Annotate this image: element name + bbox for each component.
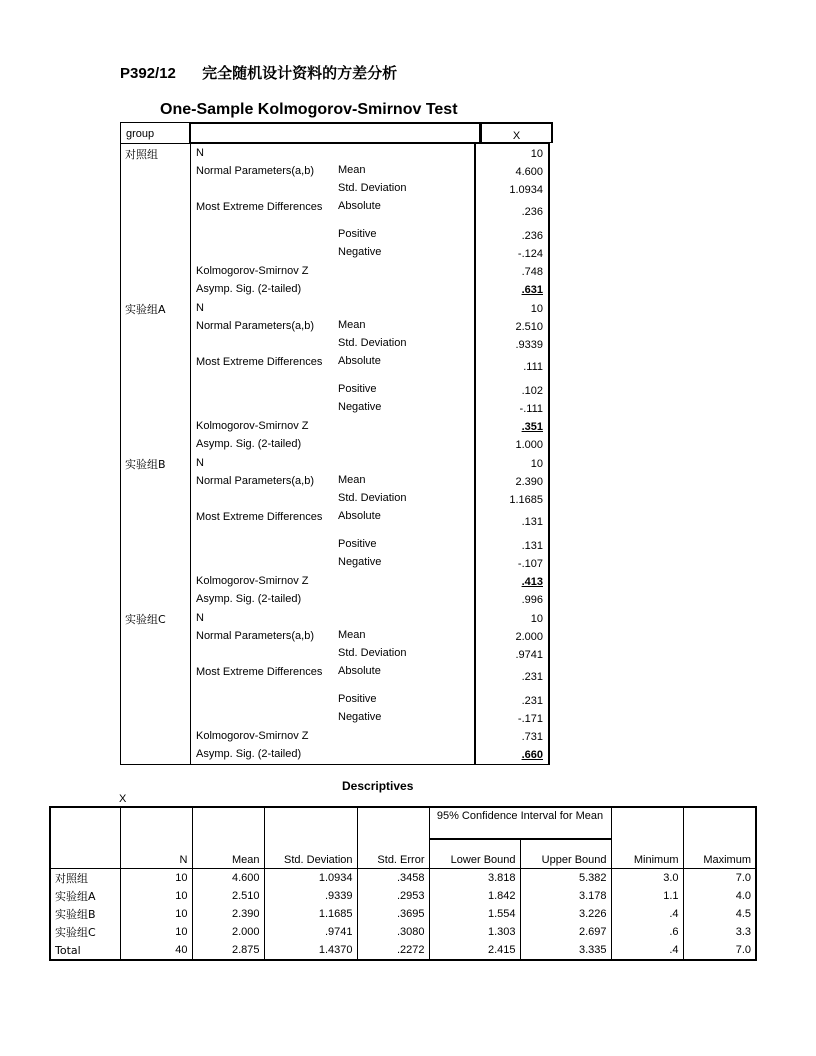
ks-stat-label: Asymp. Sig. (2-tailed)	[196, 283, 302, 295]
desc-cell: .6	[611, 923, 683, 941]
ks-test-title: One-Sample Kolmogorov-Smirnov Test	[160, 101, 458, 118]
desc-cell: .2272	[357, 941, 429, 960]
desc-cell: 7.0	[683, 869, 756, 888]
desc-cell: 3.178	[520, 887, 611, 905]
ks-row	[121, 556, 549, 574]
desc-col-max: Maximum	[683, 807, 756, 869]
ks-row	[121, 228, 549, 246]
ks-row	[121, 164, 549, 182]
ks-value: .660	[521, 749, 543, 761]
ks-value: 1.000	[515, 439, 543, 451]
desc-cell: 3.226	[520, 905, 611, 923]
ks-row	[121, 337, 549, 355]
desc-cell: .2953	[357, 887, 429, 905]
ks-value: .9741	[515, 649, 543, 661]
table-row	[50, 941, 756, 960]
ks-row	[121, 319, 549, 337]
ks-value: .748	[521, 266, 543, 278]
ks-value: 10	[530, 613, 543, 625]
desc-cell: 1.0934	[264, 869, 357, 888]
ks-row	[121, 419, 549, 437]
ks-row	[121, 246, 549, 264]
table-row	[50, 887, 756, 905]
ks-value: 10	[530, 303, 543, 315]
desc-cell: 40	[120, 941, 192, 960]
ks-row	[121, 592, 549, 610]
desc-row-label: 实验组B	[50, 905, 120, 923]
ks-value: .236	[521, 230, 543, 242]
descriptives-table	[49, 806, 757, 961]
ks-value: .231	[521, 695, 543, 707]
table-row	[50, 869, 756, 888]
desc-cell: 4.600	[192, 869, 264, 888]
ks-stat-label: Asymp. Sig. (2-tailed)	[196, 593, 302, 605]
ks-substat-label: Negative	[338, 246, 382, 258]
table-row	[50, 923, 756, 941]
ks-stat-label: Kolmogorov-Smirnov Z	[196, 575, 309, 587]
ks-stat-label: Kolmogorov-Smirnov Z	[196, 265, 309, 277]
ks-stat-label: Kolmogorov-Smirnov Z	[196, 420, 309, 432]
desc-cell: 10	[120, 905, 192, 923]
desc-cell: 1.554	[429, 905, 520, 923]
ks-substat-label: Negative	[338, 556, 382, 568]
ks-row	[121, 510, 549, 528]
desc-cell: 1.842	[429, 887, 520, 905]
ks-row	[121, 456, 549, 474]
ks-substat-label: Std. Deviation	[338, 492, 407, 504]
ks-value: 1.0934	[509, 184, 543, 196]
ks-row	[121, 264, 549, 282]
desc-cell: 10	[120, 923, 192, 941]
desc-cell: 4.0	[683, 887, 756, 905]
ks-substat-label: Std. Deviation	[338, 647, 407, 659]
page-title: 完全随机设计资料的方差分析	[202, 64, 398, 82]
ks-row	[121, 355, 549, 373]
ks-row	[121, 747, 549, 765]
desc-cell: 1.4370	[264, 941, 357, 960]
ks-value: .996	[521, 594, 543, 606]
descriptives-body	[50, 869, 756, 961]
desc-cell: .4	[611, 905, 683, 923]
ks-stat-label: Normal Parameters(a,b)	[196, 320, 314, 332]
desc-col-mean: Mean	[192, 807, 264, 869]
ks-row	[121, 200, 549, 218]
desc-cell: 2.390	[192, 905, 264, 923]
ks-stat-label: Normal Parameters(a,b)	[196, 165, 314, 177]
desc-ci-header: 95% Confidence Interval for Mean	[429, 807, 611, 839]
desc-cell: 3.3	[683, 923, 756, 941]
ks-substat-label: Absolute	[338, 355, 381, 367]
desc-col-std: Std. Deviation	[264, 807, 357, 869]
desc-cell: 2.510	[192, 887, 264, 905]
ks-value: .631	[521, 284, 543, 296]
ks-row	[121, 611, 549, 629]
ks-row	[121, 693, 549, 711]
desc-cell: 10	[120, 887, 192, 905]
ks-substat-label: Std. Deviation	[338, 182, 407, 194]
ks-substat-label: Mean	[338, 319, 366, 331]
ks-value: .236	[521, 206, 543, 218]
ks-stat-label: N	[196, 612, 204, 624]
ks-group-header: group	[120, 122, 190, 143]
ks-x-header: X	[480, 122, 553, 143]
desc-cell: 3.335	[520, 941, 611, 960]
ks-group-label: 实验组C	[125, 613, 166, 626]
desc-row-label: 实验组A	[50, 887, 120, 905]
desc-col-stderr: Std. Error	[357, 807, 429, 869]
desc-cell: 1.303	[429, 923, 520, 941]
ks-substat-label: Absolute	[338, 200, 381, 212]
desc-cell: 2.415	[429, 941, 520, 960]
ks-value: -.111	[519, 403, 543, 415]
ks-substat-label: Positive	[338, 228, 377, 240]
desc-cell: 10	[120, 869, 192, 888]
ks-row	[121, 665, 549, 683]
ks-row	[121, 574, 549, 592]
desc-row-label: 对照组	[50, 869, 120, 888]
desc-cell: .9741	[264, 923, 357, 941]
ks-stat-label: Asymp. Sig. (2-tailed)	[196, 748, 302, 760]
ks-value: 2.510	[515, 321, 543, 333]
ks-stat-label: N	[196, 302, 204, 314]
desc-cell: 2.000	[192, 923, 264, 941]
desc-row-label: Total	[50, 941, 120, 960]
ks-row	[121, 474, 549, 492]
ks-value: .111	[523, 361, 543, 373]
desc-cell: .3080	[357, 923, 429, 941]
ks-value: .731	[521, 731, 543, 743]
ks-stat-label: Asymp. Sig. (2-tailed)	[196, 438, 302, 450]
ks-substat-label: Absolute	[338, 665, 381, 677]
desc-cell: 2.697	[520, 923, 611, 941]
ks-stat-label: N	[196, 147, 204, 159]
ks-value: .131	[521, 540, 543, 552]
desc-cell: 7.0	[683, 941, 756, 960]
ks-stat-label: N	[196, 457, 204, 469]
ks-table-header	[120, 122, 553, 143]
page-heading	[120, 62, 397, 83]
desc-cell: 5.382	[520, 869, 611, 888]
ks-value: -.124	[517, 248, 543, 260]
ks-stat-label: Most Extreme Differences	[196, 511, 323, 523]
ks-blank-header	[189, 122, 481, 143]
ks-test-table	[120, 143, 550, 765]
descriptives-title: Descriptives	[342, 779, 414, 793]
ks-substat-label: Positive	[338, 693, 377, 705]
desc-cell: .3458	[357, 869, 429, 888]
ks-row	[121, 437, 549, 455]
ks-row	[121, 711, 549, 729]
desc-col-n: N	[120, 807, 192, 869]
table-row	[50, 905, 756, 923]
ks-row	[121, 401, 549, 419]
page-code: P392/12	[120, 65, 176, 82]
ks-value: 10	[530, 458, 543, 470]
desc-cell: .9339	[264, 887, 357, 905]
ks-value: .231	[521, 671, 543, 683]
desc-cell: 3.0	[611, 869, 683, 888]
ks-value: -.107	[517, 558, 543, 570]
ks-stat-label: Normal Parameters(a,b)	[196, 630, 314, 642]
ks-row	[121, 383, 549, 401]
ks-row	[121, 182, 549, 200]
desc-row-label: 实验组C	[50, 923, 120, 941]
desc-col-upper: Upper Bound	[520, 839, 611, 869]
ks-stat-label: Most Extreme Differences	[196, 666, 323, 678]
ks-group-label: 实验组A	[125, 303, 166, 316]
ks-row	[121, 146, 549, 164]
ks-row	[121, 647, 549, 665]
ks-value: 1.1685	[509, 494, 543, 506]
desc-cell: .3695	[357, 905, 429, 923]
desc-cell: 3.818	[429, 869, 520, 888]
desc-col-lower: Lower Bound	[429, 839, 520, 869]
ks-value: .9339	[515, 339, 543, 351]
ks-value: -.171	[517, 713, 543, 725]
ks-stat-label: Kolmogorov-Smirnov Z	[196, 730, 309, 742]
desc-cell: .4	[611, 941, 683, 960]
ks-value: .131	[521, 516, 543, 528]
ks-substat-label: Mean	[338, 629, 366, 641]
desc-corner-header	[50, 807, 120, 869]
ks-row	[121, 282, 549, 300]
ks-substat-label: Std. Deviation	[338, 337, 407, 349]
ks-value: 4.600	[515, 166, 543, 178]
ks-substat-label: Mean	[338, 164, 366, 176]
desc-cell: 1.1	[611, 887, 683, 905]
ks-substat-label: Negative	[338, 711, 382, 723]
desc-cell: 1.1685	[264, 905, 357, 923]
ks-value: 10	[530, 148, 543, 160]
desc-col-min: Minimum	[611, 807, 683, 869]
desc-cell: 2.875	[192, 941, 264, 960]
ks-value: 2.390	[515, 476, 543, 488]
ks-row	[121, 301, 549, 319]
ks-group-label: 实验组B	[125, 458, 166, 471]
ks-stat-label: Normal Parameters(a,b)	[196, 475, 314, 487]
ks-substat-label: Negative	[338, 401, 382, 413]
ks-row	[121, 629, 549, 647]
ks-substat-label: Positive	[338, 538, 377, 550]
descriptives-variable: X	[119, 793, 127, 805]
ks-group-label: 对照组	[125, 148, 158, 161]
ks-value: .413	[521, 576, 543, 588]
ks-row	[121, 538, 549, 556]
ks-stat-label: Most Extreme Differences	[196, 201, 323, 213]
ks-substat-label: Mean	[338, 474, 366, 486]
ks-row	[121, 492, 549, 510]
ks-value: 2.000	[515, 631, 543, 643]
desc-cell: 4.5	[683, 905, 756, 923]
ks-value: .102	[521, 385, 543, 397]
ks-substat-label: Absolute	[338, 510, 381, 522]
ks-value: .351	[521, 421, 543, 433]
ks-stat-label: Most Extreme Differences	[196, 356, 323, 368]
ks-substat-label: Positive	[338, 383, 377, 395]
ks-row	[121, 729, 549, 747]
